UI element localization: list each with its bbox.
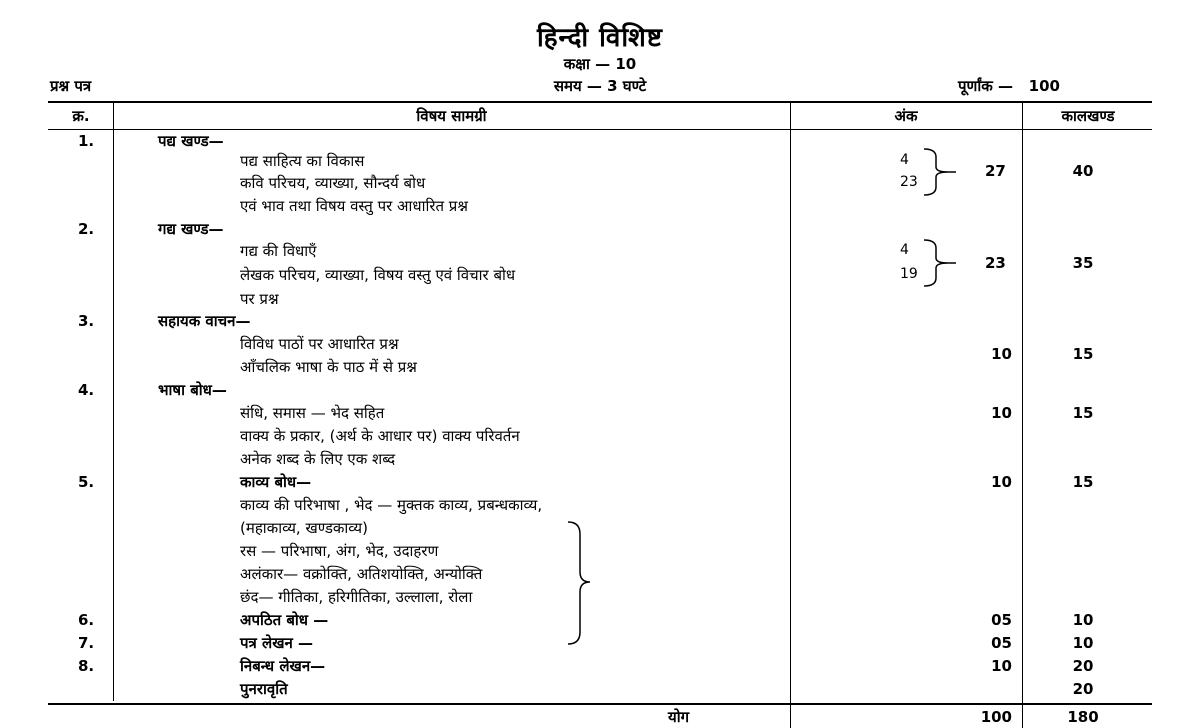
column-header-marks: अंक (894, 107, 918, 125)
column-header-period: कालखण्ड (1061, 107, 1115, 125)
row-1-period: 40 (1072, 162, 1094, 180)
row-5-marks: 10 (991, 473, 1012, 491)
class-label: कक्षा — 10 (563, 55, 637, 73)
row-6-title: अपठित बोध — (240, 611, 329, 629)
row-3-item: विविध पाठों पर आधारित प्रश्न (240, 335, 399, 353)
row-8-sno: 8. (78, 657, 95, 675)
row-7-marks: 05 (991, 634, 1012, 652)
row-3-sno: 3. (78, 312, 95, 330)
column-divider-content (790, 101, 791, 728)
total-label: योग (668, 708, 690, 726)
column-divider-sno (113, 101, 114, 701)
row-1-item: पद्य साहित्य का विकास (240, 152, 365, 170)
brace-icon (566, 520, 594, 646)
row-8-title: निबन्ध लेखन— (240, 657, 326, 675)
row-3-item: आँचलिक भाषा के पाठ में से प्रश्न (240, 358, 417, 376)
row-5-sno: 5. (78, 473, 95, 491)
row-1-sub-mark: 23 (900, 174, 918, 190)
row-1-item: कवि परिचय, व्याख्या, सौन्दर्य बोध (240, 174, 426, 192)
column-header-content: विषय सामग्री (416, 107, 487, 125)
row-2-period: 35 (1072, 254, 1094, 272)
row-9-title: पुनरावृति (240, 680, 288, 698)
row-1-item: एवं भाव तथा विषय वस्तु पर आधारित प्रश्न (240, 197, 468, 215)
row-2-item: पर प्रश्न (240, 290, 279, 308)
total-top-rule (48, 703, 1152, 705)
column-header-sno: क्र. (72, 107, 90, 125)
row-3-marks: 10 (991, 345, 1012, 363)
row-9-period: 20 (1072, 680, 1094, 698)
row-2-title: गद्य खण्ड— (158, 220, 224, 238)
row-2-sub-mark: 4 (900, 242, 909, 258)
row-2-sno: 2. (78, 220, 95, 238)
time-label: समय — 3 घण्टे (553, 77, 647, 95)
row-2-marks: 23 (985, 254, 1006, 272)
brace-icon (922, 147, 958, 197)
brace-icon (922, 238, 958, 288)
row-1-marks: 27 (985, 162, 1006, 180)
row-4-item: अनेक शब्द के लिए एक शब्द (240, 450, 396, 468)
row-5-title: काव्य बोध— (240, 473, 312, 491)
row-6-marks: 05 (991, 611, 1012, 629)
row-4-title: भाषा बोध— (158, 381, 227, 399)
row-5-item: छंद— गीतिका, हरिगीतिका, उल्लाला, रोला (240, 588, 473, 606)
row-6-period: 10 (1072, 611, 1094, 629)
row-5-item: (महाकाव्य, खण्डकाव्य) (240, 519, 368, 537)
row-1-sub-mark: 4 (900, 152, 909, 168)
row-8-period: 20 (1072, 657, 1094, 675)
document-title: हिन्दी विशिष्ट (537, 23, 663, 53)
total-period: 180 (1067, 708, 1099, 726)
row-1-title: पद्य खण्ड— (158, 132, 224, 150)
row-4-item: वाक्य के प्रकार, (अर्थ के आधार पर) वाक्य परिवर्तन (240, 427, 520, 445)
row-2-sub-mark: 19 (900, 266, 918, 282)
row-4-sno: 4. (78, 381, 95, 399)
row-4-marks: 10 (991, 404, 1012, 422)
paper-label: प्रश्न पत्र (50, 77, 92, 95)
full-marks-label: पूर्णांक — 100 (958, 77, 1060, 95)
row-7-sno: 7. (78, 634, 95, 652)
row-6-sno: 6. (78, 611, 95, 629)
row-2-item: गद्य की विधाएँ (240, 242, 317, 260)
row-1-sno: 1. (78, 132, 95, 150)
row-3-title: सहायक वाचन— (158, 312, 251, 330)
row-5-period: 15 (1072, 473, 1094, 491)
row-3-period: 15 (1072, 345, 1094, 363)
row-4-item: संधि, समास — भेद सहित (240, 404, 385, 422)
row-8-marks: 10 (991, 657, 1012, 675)
row-4-period: 15 (1072, 404, 1094, 422)
row-7-title: पत्र लेखन — (240, 634, 314, 652)
row-5-item: काव्य की परिभाषा , भेद — मुक्तक काव्य, प्रबन्धकाव्य, (240, 496, 543, 514)
row-7-period: 10 (1072, 634, 1094, 652)
row-5-item: रस — परिभाषा, अंग, भेद, उदाहरण (240, 542, 439, 560)
row-2-item: लेखक परिचय, व्याख्या, विषय वस्तु एवं विचार बोध (240, 266, 516, 284)
total-marks: 100 (980, 708, 1012, 726)
table-top-rule (48, 101, 1152, 103)
column-divider-marks (1022, 101, 1023, 728)
row-5-item: अलंकार— वक्रोक्ति, अतिशयोक्ति, अन्योक्ति (240, 565, 483, 583)
